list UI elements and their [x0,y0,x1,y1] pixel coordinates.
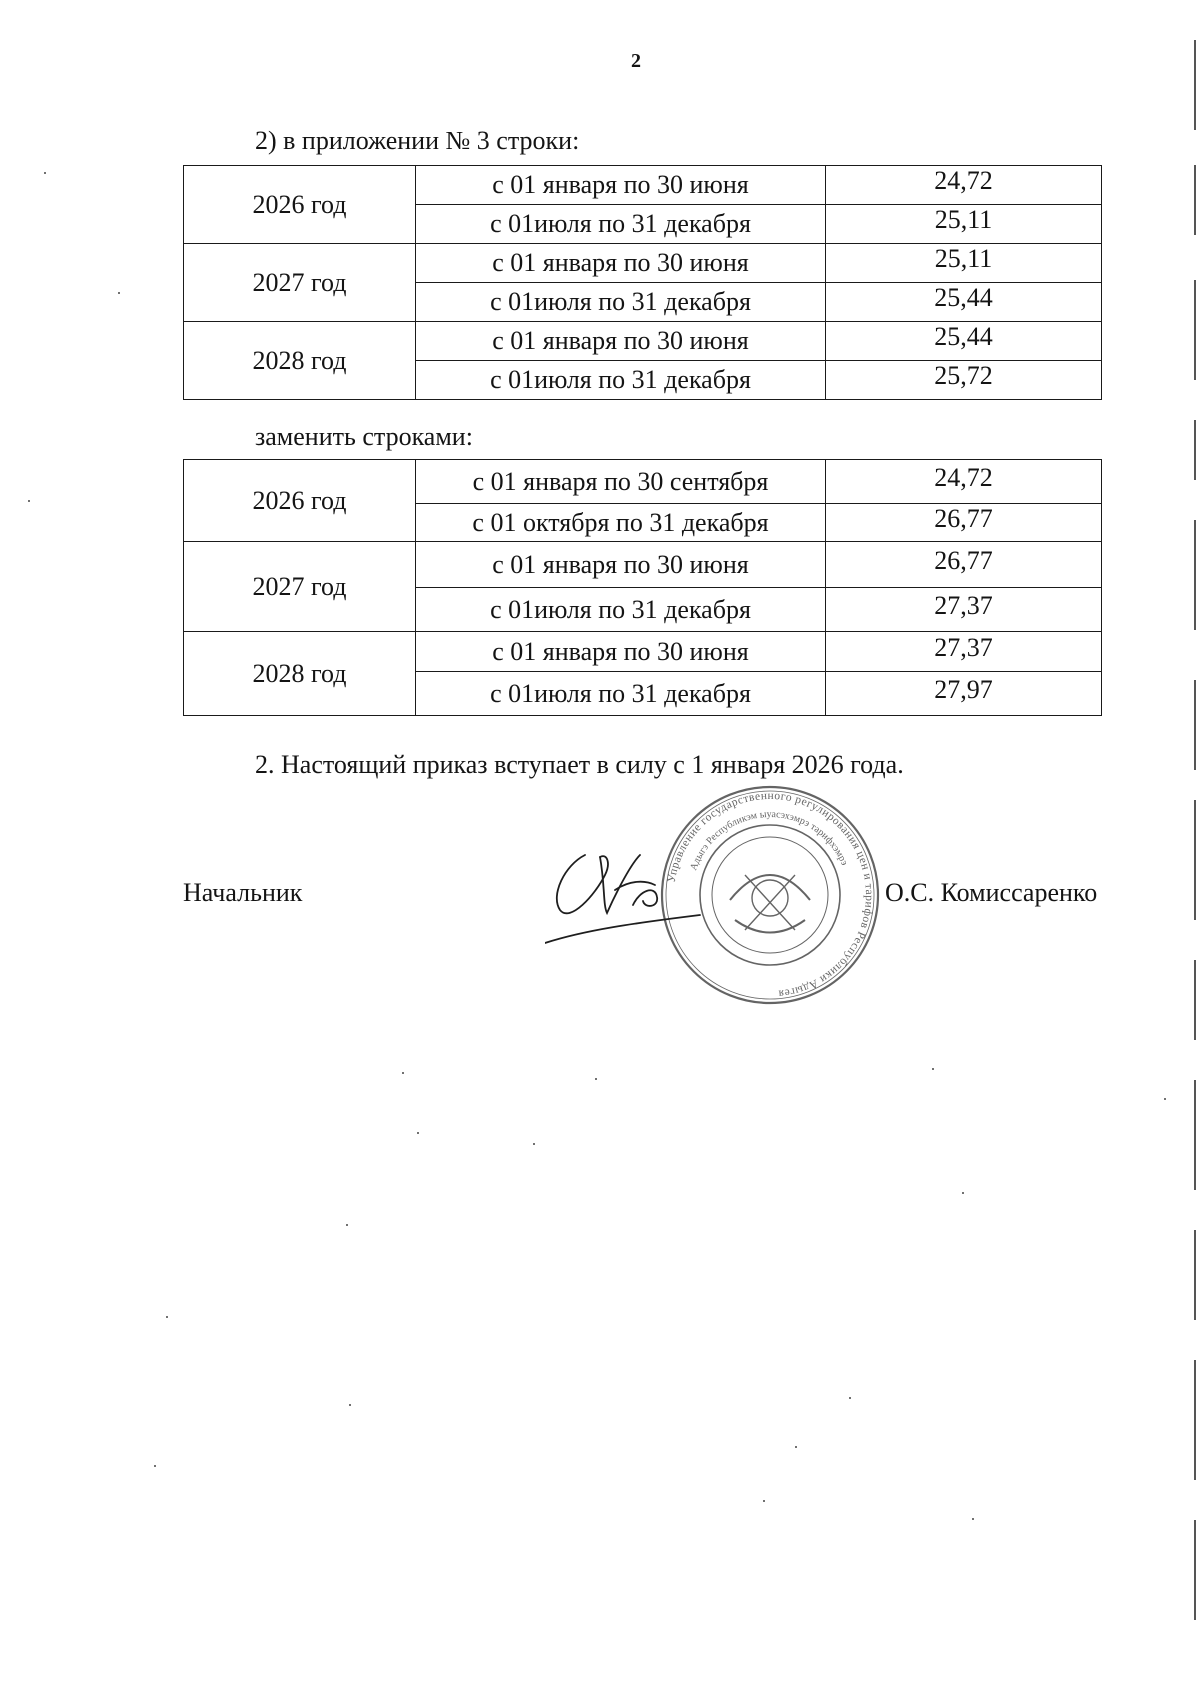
scan-edge-marks [1194,0,1200,1690]
rate-value-cell: 25,11 [826,244,1102,283]
rate-value-cell: 24,72 [826,166,1102,205]
new-rates-table [183,459,1102,716]
scan-speck [972,1518,974,1520]
scan-speck [763,1500,765,1502]
scan-speck [118,292,120,294]
scan-speck [346,1224,348,1226]
rate-value-cell: 24,72 [826,460,1102,504]
scan-speck [962,1192,964,1194]
scan-speck [28,500,30,502]
rate-value-cell: 27,97 [826,672,1102,716]
seal-outer-text: Управление государственного регулирования цен и тарифов Республики Адыгея [665,789,876,1000]
period-cell: с 01 января по 30 сентября [416,460,826,504]
page-number: 2 [631,50,641,72]
period-cell: с 01июля по 31 декабря [416,588,826,632]
period-cell: с 01 января по 30 июня [416,244,826,283]
rate-value-cell: 25,44 [826,283,1102,322]
scan-speck [849,1397,851,1399]
year-cell: 2026 год [184,460,416,542]
year-cell: 2028 год [184,322,416,400]
rate-value-cell: 26,77 [826,504,1102,542]
period-cell: с 01 января по 30 июня [416,322,826,361]
rate-value-cell: 25,72 [826,361,1102,400]
handwritten-signature [545,835,705,945]
rate-value-cell: 26,77 [826,542,1102,588]
period-cell: с 01июля по 31 декабря [416,205,826,244]
scan-speck [1164,1098,1166,1100]
scan-speck [44,172,46,174]
old-rates-table [183,165,1102,400]
period-cell: с 01 октября по 31 декабря [416,504,826,542]
scan-speck [166,1316,168,1318]
rate-value-cell: 27,37 [826,632,1102,672]
year-cell: 2027 год [184,542,416,632]
seal-inner-text: Адыгэ Республикэм ыуасэхэмрэ тарифхэмрэ [688,808,850,872]
period-cell: с 01июля по 31 декабря [416,672,826,716]
rate-value-cell: 25,11 [826,205,1102,244]
amendment-intro: 2) в приложении № 3 строки: [255,126,580,155]
scan-speck [154,1465,156,1467]
period-cell: с 01 января по 30 июня [416,166,826,205]
period-cell: с 01 января по 30 июня [416,632,826,672]
signer-position: Начальник [183,878,303,907]
signer-name: О.С. Комиссаренко [885,878,1098,907]
scan-speck [795,1446,797,1448]
period-cell: с 01июля по 31 декабря [416,283,826,322]
year-cell: 2027 год [184,244,416,322]
scan-speck [402,1072,404,1074]
scan-speck [595,1078,597,1080]
effective-date-clause: 2. Настоящий приказ вступает в силу с 1 января 2026 года. [255,750,904,779]
scan-speck [417,1132,419,1134]
scan-speck [533,1143,535,1145]
period-cell: с 01июля по 31 декабря [416,361,826,400]
scan-speck [349,1404,351,1406]
rate-value-cell: 25,44 [826,322,1102,361]
replace-label: заменить строками: [255,422,473,451]
year-cell: 2028 год [184,632,416,716]
scan-speck [932,1068,934,1070]
period-cell: с 01 января по 30 июня [416,542,826,588]
year-cell: 2026 год [184,166,416,244]
rate-value-cell: 27,37 [826,588,1102,632]
